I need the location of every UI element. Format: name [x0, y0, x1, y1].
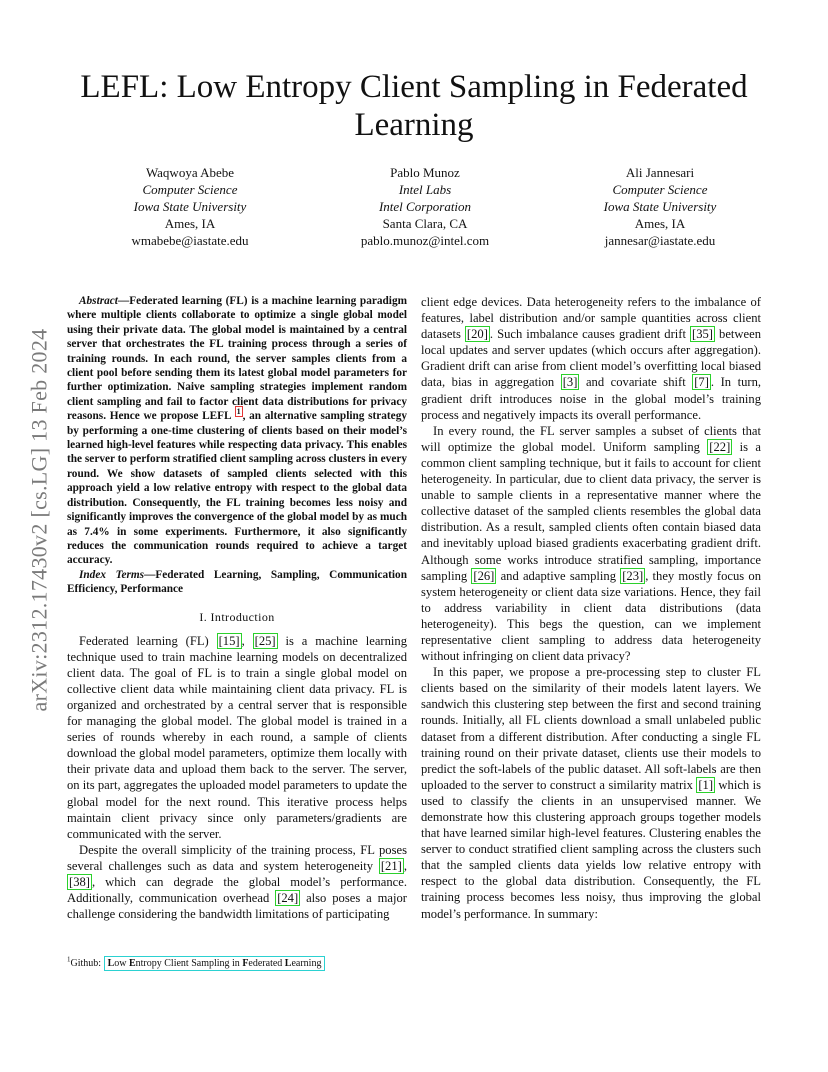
text: which is used to classify the clients in an unsupervised manner. We demonstrate how this clustering approach groups together models that have learned similar high-level features. Clustering enables the server to conduct stratified client sampling across the clusters such that the sampled clients data yields low relative entropy with respect to the global data distribution. Consequently, the FL training process becomes less noisy, thus improving the global model’s performance. In summary:	[421, 777, 761, 921]
abstract-label: Abstract	[79, 295, 118, 307]
abstract	[67, 294, 407, 568]
right-column	[421, 294, 761, 922]
citation-link[interactable]: [3]	[562, 375, 578, 390]
author-email[interactable]: jannesar@iastate.edu	[604, 233, 716, 248]
citation-link[interactable]: [7]	[694, 375, 709, 390]
footnote	[67, 957, 407, 970]
footnote-ref[interactable]: 1	[236, 407, 241, 417]
citation-link[interactable]: [1]	[698, 777, 714, 792]
text: , which can degrade the global model’s performance. Additionally, communication overhead	[67, 875, 407, 906]
citation-link[interactable]: [26]	[473, 568, 495, 583]
author-block	[80, 164, 770, 249]
intro-paragraph-1	[67, 633, 407, 842]
text: earning	[291, 958, 322, 969]
author-1	[80, 164, 300, 249]
author-location: Ames, IA	[164, 216, 216, 231]
text: is a machine learning technique used to train machine learning models on decentralized client data. The goal of FL is to train a single global model on collective client data while maintaining client data privacy. FL is organized and orchestrated by a central server that is responsible for managing the global model. The global model is trained in a series of rounds whereby in each round, a sample of clients download the global model parameters, optimize them locally with their private data and upload them back to the server. The server, on its part, aggregates the uploaded model parameters to update the global model for the next round. This iterative process helps maintain client privacy since only parameters/gradients are communicated with the server.	[67, 633, 407, 841]
text: In every round, the FL server samples a subset of clients that will optimize the global model. Uniform sampling	[421, 423, 761, 454]
author-org: Intel Corporation	[378, 199, 472, 214]
author-email[interactable]: pablo.munoz@intel.com	[360, 233, 490, 248]
text: ow	[114, 958, 129, 969]
author-name: Pablo Munoz	[390, 165, 460, 180]
text: between local updates and server updates (which occurs after aggregation). Gradient drift can arise from client model’s overfitting local biased data, bias in aggregation	[421, 327, 761, 390]
citation-link[interactable]: [20]	[466, 327, 488, 342]
arxiv-id-text: arXiv:2312.17430v2 [cs.LG] 13 Feb 2024	[26, 328, 52, 712]
text: client edge devices. Data heterogeneity refers to the imbalance of features, label distribution and/or sample quantities across client datasets	[421, 295, 761, 342]
citation-link[interactable]: [23]	[622, 568, 644, 583]
section-heading: I. Introduction	[199, 609, 275, 624]
author-name: Waqwoya Abebe	[145, 165, 235, 180]
citation-link[interactable]: [25]	[254, 633, 276, 648]
text: L	[107, 958, 115, 969]
abstract-text-b: , an alternative sampling strategy by performing a one-time clustering of clients based on their model’s learned high-level features while respecting data privacy. This enables the server to perform stratified client sampling across clusters in every round. We show datasets of sampled clients selected with this approach yield a low relative entropy with respect to the global data distribution. Consequently, the FL training becomes less noisy and significantly improves the convergence of the global model by as much as 7.4% in some experiments. Furthermore, it also significantly reduces the communication rounds required to achieve a target accuracy.	[67, 410, 407, 567]
author-name: Ali Jannesari	[625, 165, 695, 180]
author-email[interactable]: wmabebe@iastate.edu	[131, 233, 249, 248]
github-link[interactable]	[104, 956, 326, 971]
text: is a common client sampling technique, but it fails to account for client heterogeneity. In particular, due to client data privacy, the server is unable to sample clients in a representative manner where the collective dataset of the sampled clients resembles the global data distribution. As a result, sampled clients often contain biased data and inevitably upload biased gradients exacerbating gradient drift. Although some works introduce stratified sampling, importance sampling	[421, 439, 761, 583]
text: , they mostly focus on system heterogeneity or client data size variations. Hence, they fail to address variability in client data distributions (data heterogeneity). This begs the question, can we implement representative client sampling to address data heterogeneity without infringing on client data privacy?	[421, 568, 761, 664]
citation-link[interactable]: [22]	[709, 439, 731, 454]
text: E	[128, 958, 136, 969]
abstract-text-a: —Federated learning (FL) is a machine learning paradigm where multiple clients collaborate to optimize a single global model using their private data. The global model is maintained by a central server that orchestrates the FL training process through a series of training rounds. In each round, the server samples clients from a client pool before sending them its latest global model parameters for further optimization. Naive sampling strategies implement random client sampling and fail to factor client data distributions for privacy reasons. Hence we propose LEFL	[67, 295, 407, 423]
text: L	[284, 958, 292, 969]
left-column	[67, 294, 407, 922]
author-org: Iowa State University	[603, 199, 717, 214]
text: and adaptive sampling	[496, 568, 621, 583]
text: In this paper, we propose a pre-processing step to cluster FL clients based on the similarity of their models latent layers. We sandwich this clustering step between the first and second training rounds. Initially, all FL clients download a small unlabeled public dataset from a different distribution. After conducting a single FL training round on their private dataset, clients use their models to predict the soft-labels of the public dataset. All soft-labels are then uploaded to the server to construct a similarity matrix	[421, 665, 761, 792]
text: Federated learning (FL)	[79, 633, 217, 648]
author-org: Iowa State University	[133, 199, 247, 214]
index-terms-label: Index Terms	[79, 568, 145, 581]
index-terms	[67, 568, 407, 597]
author-location: Santa Clara, CA	[382, 216, 468, 231]
paper-title: LEFL: Low Entropy Client Sampling in Federated Learning	[80, 69, 748, 143]
index-terms-text: —Federated Learning, Sampling, Communication Efficiency, Performance	[67, 568, 407, 596]
text: ntropy Client Sampling in	[135, 958, 243, 969]
citation-link[interactable]: [15]	[218, 633, 240, 648]
author-location: Ames, IA	[634, 216, 686, 231]
text: also poses a major challenge considering the bandwidth limitations of participating	[67, 891, 407, 922]
text: . Such imbalance causes gradient drift	[489, 327, 691, 342]
citation-link[interactable]: [24]	[277, 891, 299, 906]
author-dept: Intel Labs	[398, 182, 452, 197]
author-3	[550, 164, 770, 249]
citation-link[interactable]: [35]	[692, 327, 713, 342]
arxiv-identifier	[22, 280, 56, 760]
text: ,	[241, 633, 253, 648]
text: ,	[403, 858, 407, 873]
intro-paragraph-3	[421, 294, 761, 423]
text: Despite the overall simplicity of the training process, FL poses several challenges such as data and system heterogeneity	[67, 842, 407, 873]
intro-paragraph-2	[67, 842, 407, 922]
citation-link[interactable]: [38]	[69, 875, 90, 890]
text: and covariate shift	[579, 375, 693, 390]
footnote-prefix: Github:	[70, 958, 104, 969]
text: F	[242, 958, 249, 969]
intro-paragraph-5	[421, 664, 761, 922]
text: ederated	[248, 958, 285, 969]
citation-link[interactable]: [21]	[380, 858, 402, 873]
text: . In turn, gradient drift introduces noise in the global model’s training process and negatively impacts its overall performance.	[421, 375, 762, 422]
footnote-mark: 1	[67, 955, 71, 964]
author-dept: Computer Science	[612, 182, 708, 197]
author-dept: Computer Science	[142, 182, 238, 197]
intro-paragraph-4	[421, 423, 761, 664]
author-2	[315, 164, 535, 249]
